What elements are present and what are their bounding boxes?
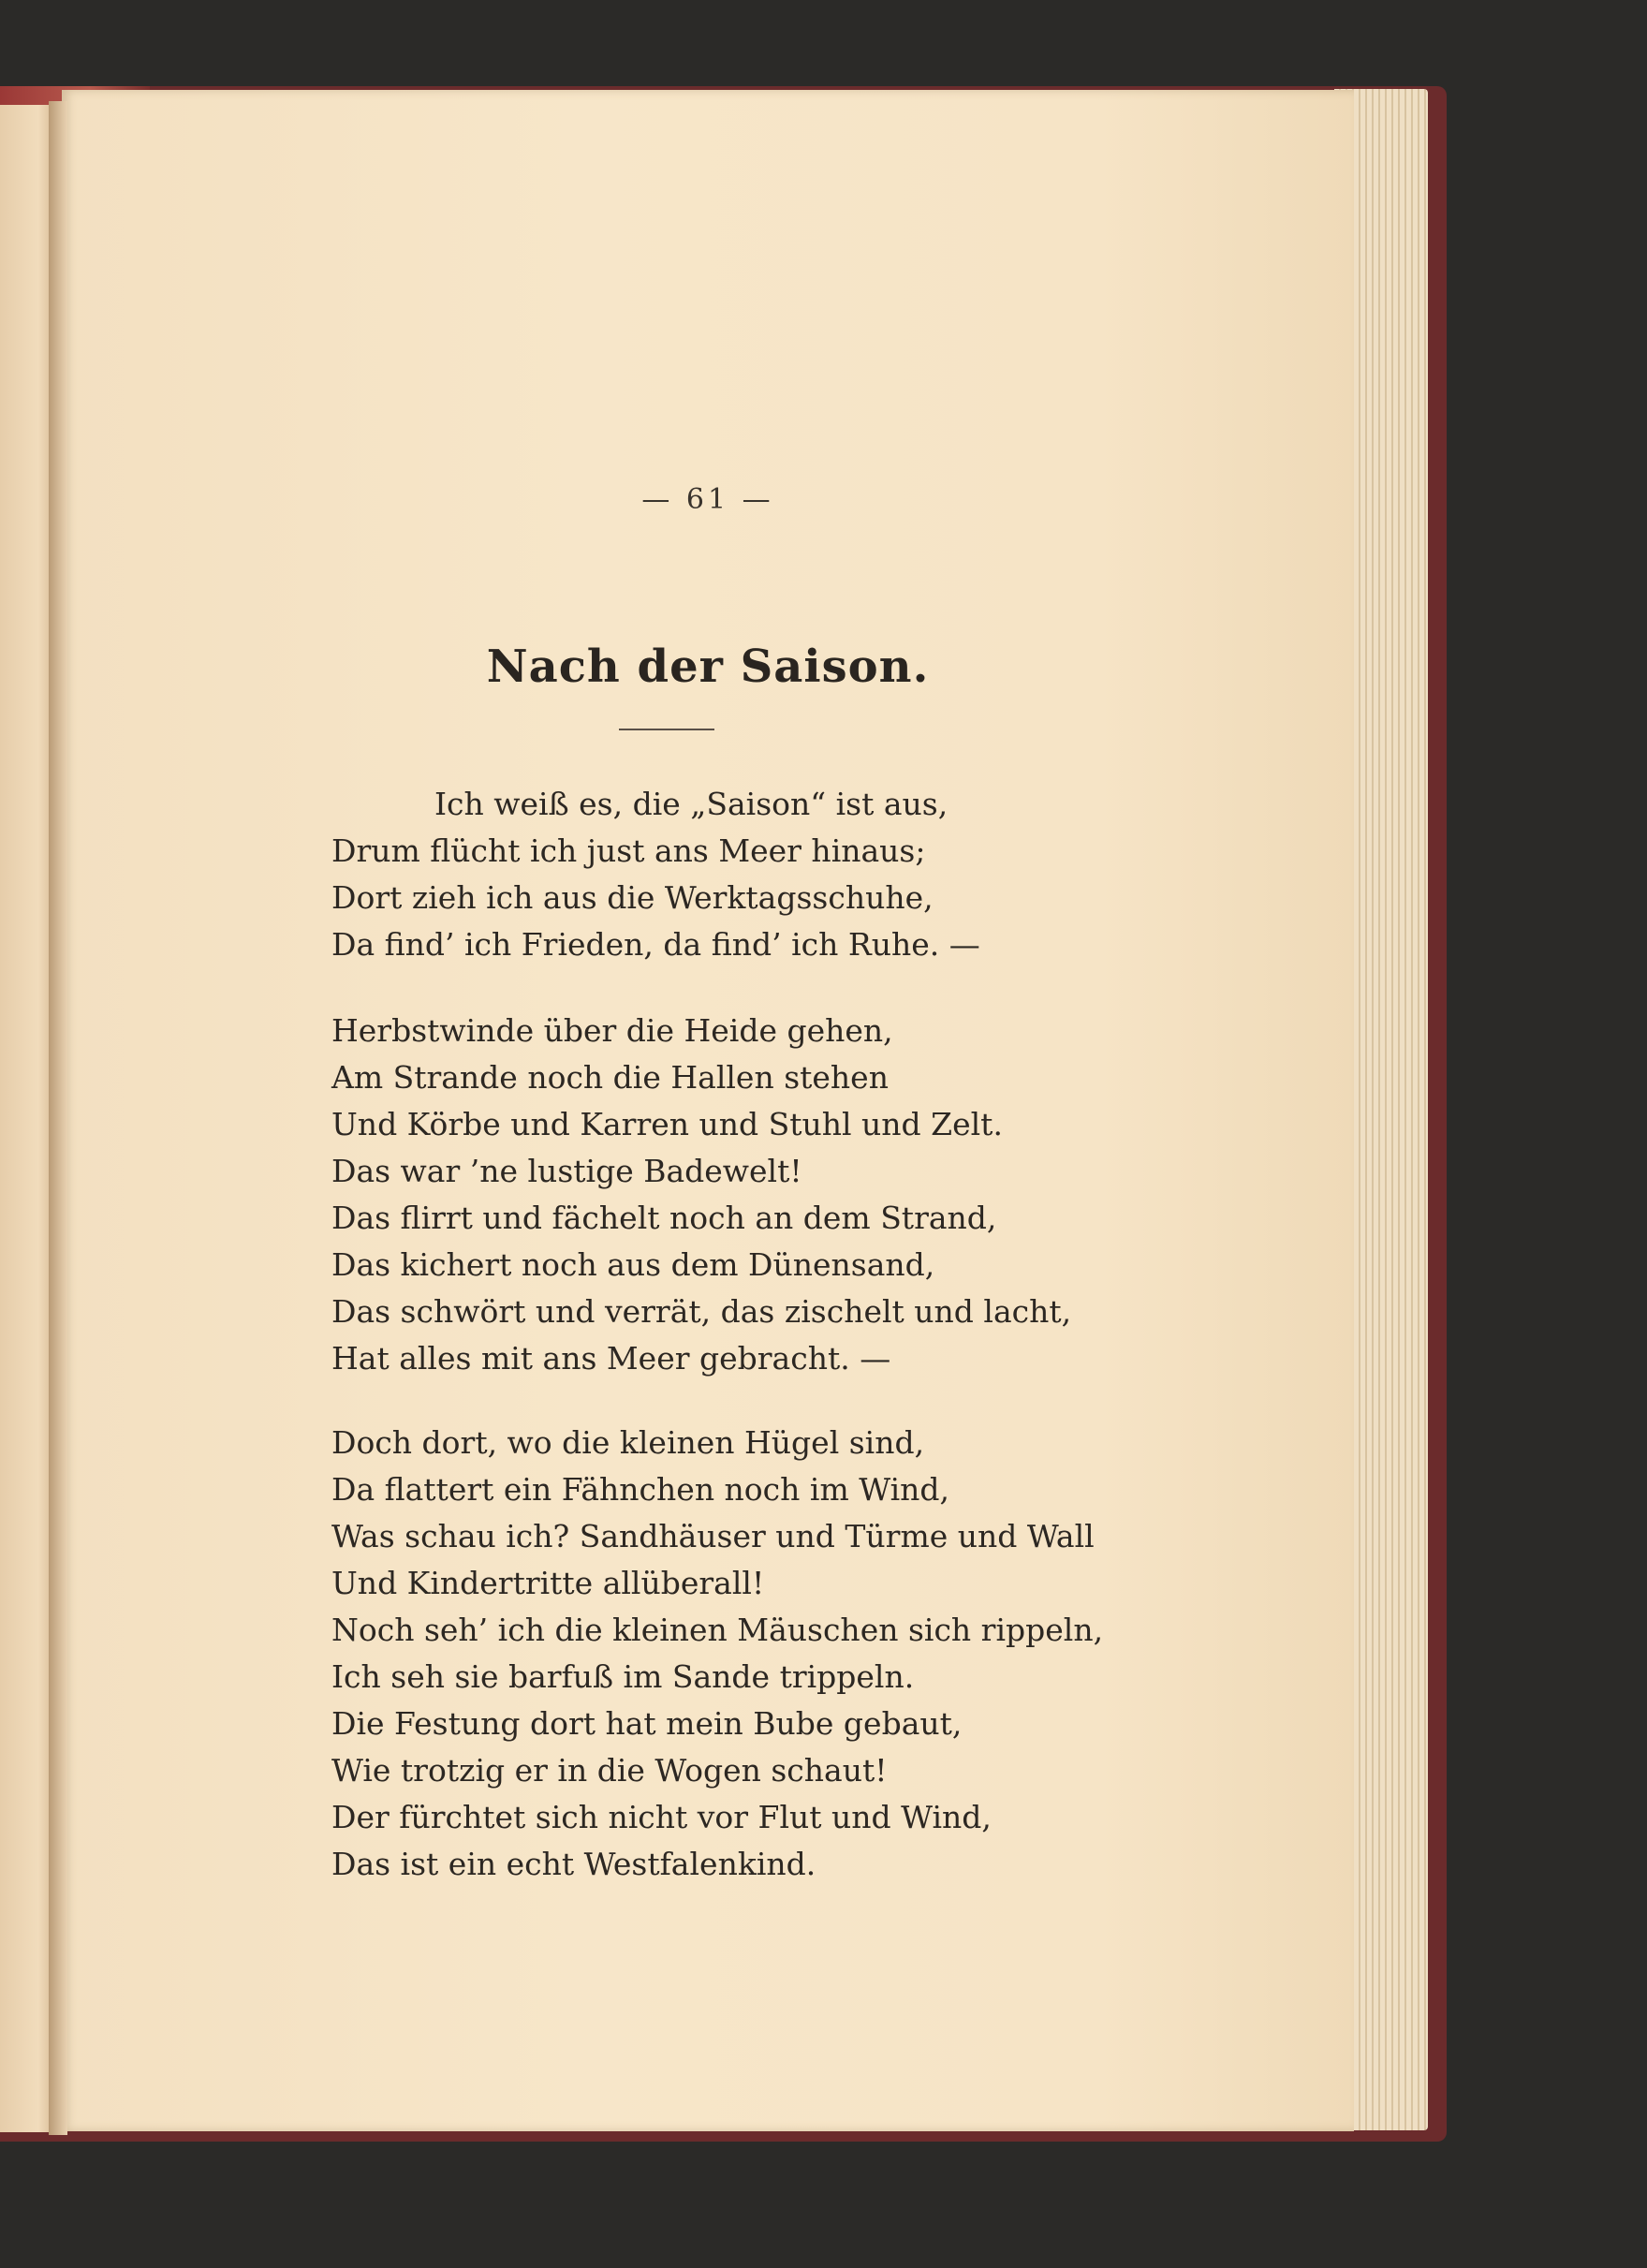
verse-line: Wie trotzig er in die Wogen schaut! bbox=[331, 1752, 888, 1789]
verse-line: Da flattert ein Fähnchen noch im Wind, bbox=[331, 1471, 949, 1508]
title-divider bbox=[619, 729, 714, 730]
verse-line: Da find’ ich Frieden, da find’ ich Ruhe. — bbox=[331, 926, 980, 963]
stanza-3 bbox=[331, 1420, 1324, 1888]
verse-line: Ich weiß es, die „Saison“ ist aus, bbox=[434, 786, 948, 822]
right-page bbox=[62, 90, 1354, 2131]
verse-line: Das flirrt und fächelt noch an dem Strand, bbox=[331, 1200, 997, 1236]
verse-line: Dort zieh ich aus die Werktagsschuhe, bbox=[331, 879, 934, 916]
verse-line: Die Festung dort hat mein Bube gebaut, bbox=[331, 1705, 963, 1742]
verse-line: Hat alles mit ans Meer gebracht. — bbox=[331, 1340, 891, 1377]
verse-line: Das ist ein echt Westfalenkind. bbox=[331, 1846, 816, 1882]
verse-line: Drum flücht ich just ans Meer hinaus; bbox=[331, 832, 926, 869]
verse-line: Herbstwinde über die Heide gehen, bbox=[331, 1012, 893, 1049]
stanza-1 bbox=[331, 781, 1324, 968]
verse-line: Was schau ich? Sandhäuser und Türme und Wall bbox=[331, 1518, 1095, 1554]
verse-line: Das schwört und verrät, das zischelt und lacht, bbox=[331, 1293, 1072, 1330]
verse-line: Das war ’ne lustige Badewelt! bbox=[331, 1153, 802, 1189]
verse-line: Und Körbe und Karren und Stuhl und Zelt. bbox=[331, 1106, 1003, 1142]
verse-line: Das kichert noch aus dem Dünensand, bbox=[331, 1246, 935, 1283]
verse-line: Und Kindertritte allüberall! bbox=[331, 1565, 765, 1601]
poem-title: Nach der Saison. bbox=[486, 641, 930, 693]
verse-line: Doch dort, wo die kleinen Hügel sind, bbox=[331, 1424, 925, 1461]
verse-line: Noch seh’ ich die kleinen Mäuschen sich rippeln, bbox=[331, 1612, 1104, 1648]
page-gutter bbox=[49, 101, 67, 2135]
left-page-edge bbox=[0, 105, 54, 2132]
verse-line: Ich seh sie barfuß im Sande trippeln. bbox=[331, 1658, 915, 1695]
page-number: — 61 — bbox=[641, 483, 774, 516]
verse-line: Der fürchtet sich nicht vor Flut und Wind, bbox=[331, 1799, 992, 1835]
verse-line: Am Strande noch die Hallen stehen bbox=[331, 1059, 889, 1096]
stanza-2 bbox=[331, 1008, 1324, 1382]
